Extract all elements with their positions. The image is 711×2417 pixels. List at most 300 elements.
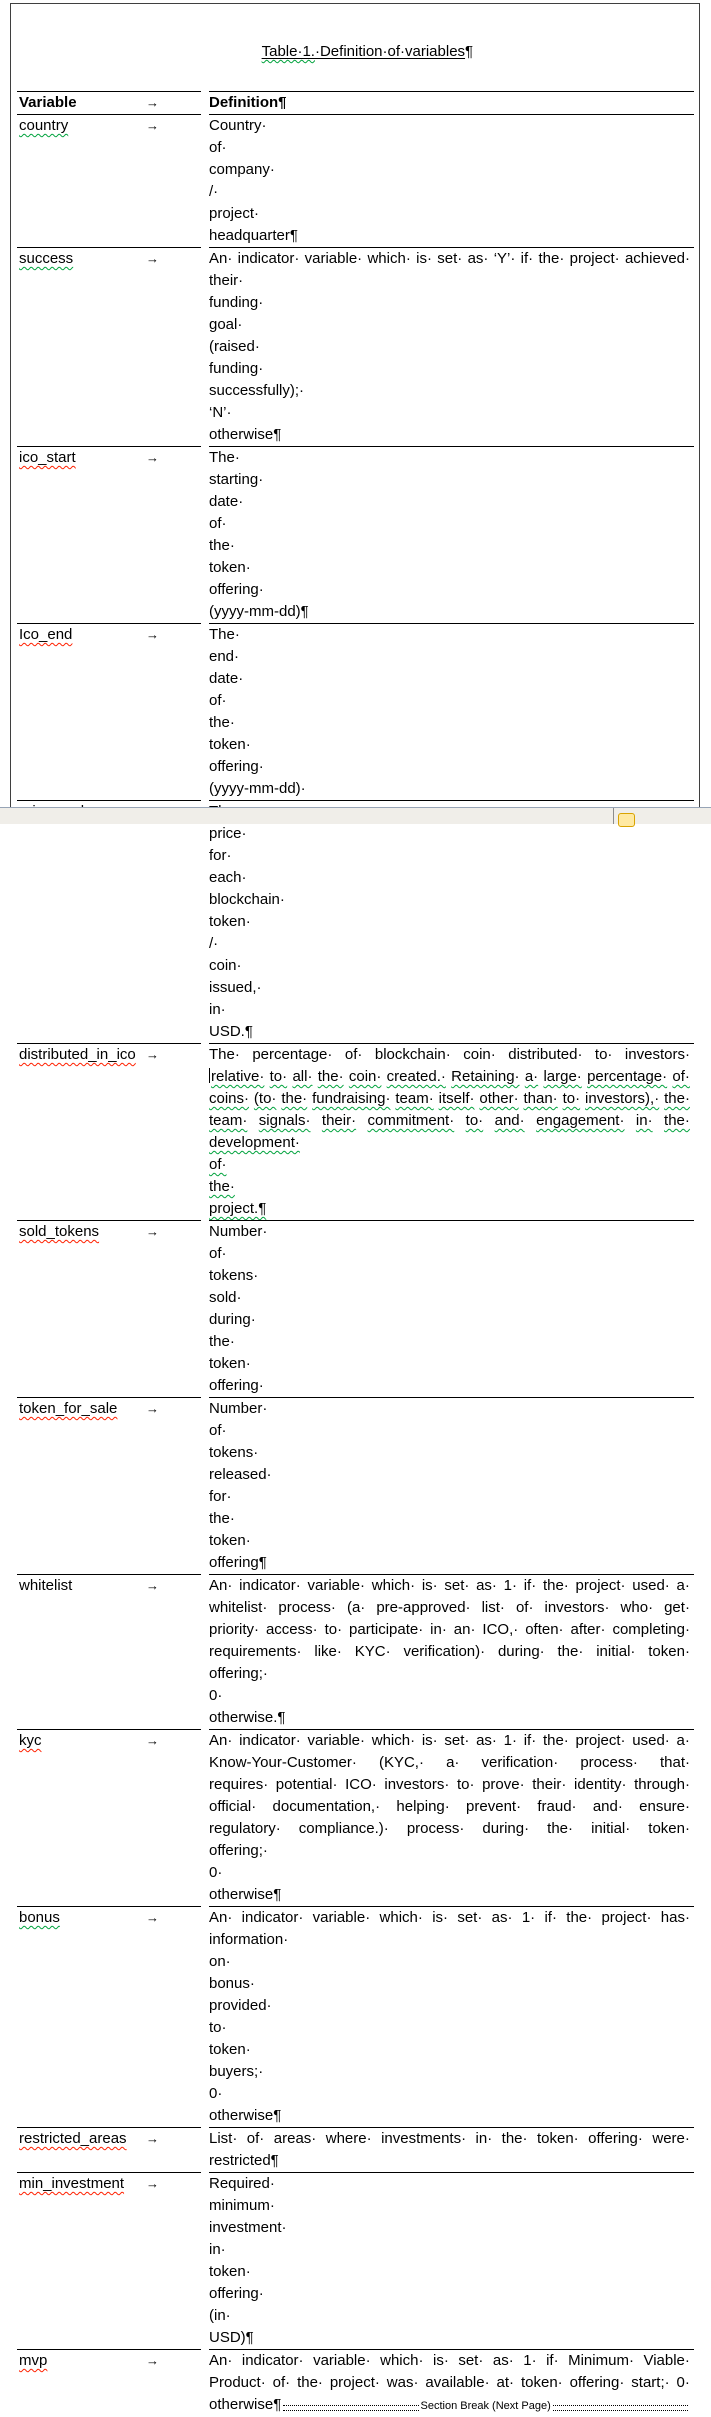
word: available·: [425, 2374, 490, 2391]
word: offering·: [209, 581, 264, 598]
tab-arrow-icon: →: [146, 2176, 159, 2191]
word: An·: [209, 1909, 233, 1926]
word: ICO·: [345, 1776, 377, 1793]
word: set·: [444, 1577, 470, 1594]
word: bonus·: [209, 1975, 255, 1992]
word: of·: [209, 1245, 227, 1262]
definition-line: [209, 2394, 690, 2416]
word: of·: [209, 1156, 227, 1173]
definition-line: [209, 2173, 690, 2349]
variable-name: success: [19, 250, 74, 267]
word: offering·: [209, 2285, 264, 2302]
word: offering·: [209, 758, 264, 775]
word: get·: [664, 1599, 690, 1616]
definition-line: [209, 447, 690, 623]
word: USD.¶: [209, 1023, 253, 1040]
word: 1·: [503, 1732, 517, 1749]
section-break-leader: [283, 2405, 418, 2411]
word: funding·: [209, 294, 264, 311]
word: their·: [209, 272, 244, 289]
word: whitelist·: [209, 1599, 268, 1616]
word: fraud·: [537, 1798, 577, 1815]
word: verification)·: [403, 1643, 486, 1660]
definition-cell: [209, 446, 694, 623]
tab-arrow-icon: →: [146, 2353, 159, 2368]
word: (a·: [346, 1599, 366, 1616]
definition-line: [209, 1663, 690, 1729]
word: verification·: [481, 1754, 559, 1771]
tab-arrow-icon: →: [146, 627, 159, 642]
word: the·: [209, 714, 235, 731]
word: token·: [209, 559, 251, 576]
word: coin·: [209, 957, 242, 974]
word: often·: [525, 1621, 564, 1638]
word: which·: [367, 250, 411, 267]
word: during·: [497, 1643, 545, 1660]
definition-line: [209, 1641, 690, 1663]
scrollbar-divider: [613, 808, 614, 824]
definition-line: [209, 92, 690, 114]
word: which·: [380, 2352, 424, 2369]
tab-arrow-icon: →: [146, 1224, 159, 1239]
word: the·: [209, 1178, 235, 1195]
word: and·: [494, 1112, 525, 1129]
word: as·: [492, 2352, 514, 2369]
word: (yyyy-mm-dd)¶: [209, 603, 309, 620]
definition-cell: [209, 800, 694, 1043]
word: token·: [209, 2041, 251, 2058]
word: if·: [523, 1732, 537, 1749]
word: during·: [209, 1311, 256, 1328]
word: variable·: [307, 1577, 366, 1594]
word: pre-approved·: [376, 1599, 471, 1616]
header-definition-label: Definition¶: [209, 94, 287, 111]
word: if·: [520, 250, 534, 267]
word: as·: [491, 1909, 513, 1926]
table-row: [17, 1574, 694, 1729]
word: process·: [406, 1820, 465, 1837]
tab-arrow-icon: →: [146, 251, 159, 266]
word: /·: [209, 183, 219, 200]
word: token·: [209, 736, 251, 753]
definition-line: [209, 1110, 690, 1132]
definition-line: [209, 1066, 690, 1088]
word: of·: [272, 2374, 291, 2391]
word: regulatory·: [209, 1820, 281, 1837]
word: 0·: [676, 2374, 690, 2391]
word: a·: [446, 1754, 460, 1771]
word: An·: [209, 1577, 233, 1594]
table-row: [17, 247, 694, 446]
word: is·: [432, 1909, 449, 1926]
word: of·: [672, 1068, 690, 1085]
word: a·: [524, 1068, 539, 1085]
variable-cell: [17, 2127, 201, 2172]
word: An·: [209, 1732, 233, 1749]
word: created.·: [386, 1068, 446, 1085]
definition-line: [209, 1774, 690, 1796]
word: requirements·: [209, 1643, 302, 1660]
word: fundraising·: [312, 1090, 391, 1107]
word: offering·: [569, 2374, 625, 2391]
word: project·: [575, 1732, 626, 1749]
word: signals·: [258, 1112, 311, 1129]
definition-cell: [209, 247, 694, 446]
definition-line: [209, 1619, 690, 1641]
definition-line: [209, 248, 690, 270]
word: The·: [209, 449, 240, 466]
word: initial·: [596, 1643, 636, 1660]
word: to·: [465, 1112, 484, 1129]
word: (to·: [253, 1090, 277, 1107]
variable-cell: [17, 1043, 201, 1220]
word: provided·: [209, 1997, 272, 2014]
word: for·: [209, 847, 232, 864]
word: starting·: [209, 471, 264, 488]
word: helping·: [396, 1798, 450, 1815]
table-row: [17, 1397, 694, 1574]
word: process·: [278, 1599, 336, 1616]
word: Viable·: [643, 2352, 690, 2369]
word: prove·: [482, 1776, 525, 1793]
word: KYC·: [354, 1643, 391, 1660]
definition-cell: [209, 1043, 694, 1220]
definition-line: [209, 1840, 690, 1906]
word: documentation,·: [272, 1798, 381, 1815]
word: indicator·: [239, 1732, 301, 1749]
tab-arrow-icon: →: [146, 2131, 159, 2146]
word: buyers;·: [209, 2063, 264, 2080]
word: project·: [209, 205, 260, 222]
word: team·: [395, 1090, 434, 1107]
word: set·: [444, 1732, 470, 1749]
word: coin·: [463, 1046, 496, 1063]
word: 0·: [209, 2085, 223, 2102]
word: tokens·: [209, 1267, 259, 1284]
word: variable·: [312, 1909, 371, 1926]
word: to·: [562, 1090, 581, 1107]
word: (yyyy-mm-dd)·: [209, 780, 306, 797]
caption-spellcheck-segment: Table·1.: [261, 43, 315, 60]
definition-line: [209, 1818, 690, 1840]
word: in·: [430, 1621, 447, 1638]
word: compliance.)·: [298, 1820, 389, 1837]
word: (raised·: [209, 338, 260, 355]
word: (KYC,·: [378, 1754, 424, 1771]
section-break-label: Section Break (Next Page): [420, 2400, 551, 2412]
browse-object-icon[interactable]: [618, 813, 635, 827]
definition-cell: [209, 1220, 694, 1397]
word: /·: [209, 935, 219, 952]
word: price·: [209, 825, 247, 842]
word: investments·: [381, 2130, 467, 2147]
word: used·: [632, 1732, 670, 1749]
word: used·: [632, 1577, 670, 1594]
caption-underlined-text: [262, 43, 465, 60]
word: to·: [324, 1621, 343, 1638]
caption-text: ·Definition·of·variables: [314, 43, 466, 60]
word: 0·: [209, 1687, 223, 1704]
word: 1·: [521, 1909, 536, 1926]
word: offering·: [588, 2130, 643, 2147]
word: set·: [458, 2352, 484, 2369]
word: of·: [209, 692, 227, 709]
word: if·: [523, 1577, 537, 1594]
word: to·: [209, 2019, 227, 2036]
word: percentage·: [252, 1046, 333, 1063]
word: in·: [209, 1001, 226, 1018]
word: the·: [501, 2130, 528, 2147]
variable-name: restricted_areas: [19, 2130, 127, 2147]
table-row: [17, 800, 694, 1043]
word: if·: [544, 1909, 557, 1926]
tab-arrow-icon: →: [146, 1401, 159, 1416]
definition-line: [209, 2372, 690, 2394]
word: issued,·: [209, 979, 262, 996]
section-break-leader: [553, 2405, 688, 2411]
definition-line: [209, 1929, 690, 2127]
word: prevent·: [466, 1798, 522, 1815]
definition-cell: [209, 1729, 694, 1906]
word: investors·: [624, 1046, 690, 1063]
word: Know-Your-Customer·: [209, 1754, 357, 1771]
word: List·: [209, 2130, 238, 2147]
word: large·: [543, 1068, 582, 1085]
table-row: [17, 1220, 694, 1397]
definition-line: [209, 2128, 690, 2150]
word: offering;·: [209, 1842, 268, 1859]
definition-cell: [209, 1574, 694, 1729]
word: the·: [664, 1090, 690, 1107]
word: access·: [265, 1621, 318, 1638]
definition-cell: [209, 1397, 694, 1574]
word: information·: [209, 1931, 289, 1948]
tab-arrow-icon: →: [146, 118, 159, 133]
word: the·: [542, 1732, 569, 1749]
word: Number·: [209, 1400, 268, 1417]
variable-name: distributed_in_ico: [19, 1046, 136, 1063]
word: to·: [269, 1068, 288, 1085]
word: were·: [652, 2130, 690, 2147]
variable-cell: [17, 1220, 201, 1397]
word: to·: [456, 1776, 475, 1793]
tab-arrow-icon: →: [146, 1047, 159, 1062]
word: end·: [209, 648, 240, 665]
word: Number·: [209, 1223, 268, 1240]
word: set·: [457, 1909, 483, 1926]
word: token·: [648, 1643, 690, 1660]
variable-cell: [17, 1574, 201, 1729]
word: areas·: [273, 2130, 317, 2147]
word: offering·: [209, 1377, 264, 1394]
word: otherwise¶: [209, 2107, 282, 2124]
table-row: [17, 446, 694, 623]
word: Retaining·: [451, 1068, 520, 1085]
word: which·: [371, 1732, 416, 1749]
word: the·: [209, 1333, 235, 1350]
variable-cell: [17, 1729, 201, 1906]
word: otherwise.¶: [209, 1709, 286, 1726]
word: like·: [314, 1643, 342, 1660]
word: during·: [482, 1820, 530, 1837]
word: Required·: [209, 2175, 275, 2192]
word: project·: [575, 1577, 626, 1594]
word: in·: [209, 2241, 226, 2258]
word: requires·: [209, 1776, 269, 1793]
word: 0·: [209, 1864, 223, 1881]
tab-arrow-icon: →: [146, 450, 159, 465]
word: completing·: [612, 1621, 690, 1638]
variable-name: country: [19, 117, 69, 134]
definition-line: [209, 115, 690, 247]
word: is·: [421, 1732, 438, 1749]
word: offering;·: [209, 1665, 268, 1682]
word: USD)¶: [209, 2329, 254, 2346]
word: their·: [532, 1776, 567, 1793]
variable-cell: [17, 446, 201, 623]
word: The·: [209, 1046, 240, 1063]
word: blockchain·: [374, 1046, 451, 1063]
word: indicator·: [241, 2352, 304, 2369]
variable-cell: [17, 1397, 201, 1574]
word: token·: [520, 2374, 563, 2391]
word: the·: [538, 250, 565, 267]
word: project.¶: [209, 1200, 267, 1217]
word: successfully);·: [209, 382, 305, 399]
word: is·: [416, 250, 432, 267]
word: goal·: [209, 316, 243, 333]
variable-name: bonus: [19, 1909, 60, 1926]
word: the·: [566, 1909, 593, 1926]
variable-cell: [17, 247, 201, 446]
word: 1·: [523, 2352, 537, 2369]
tab-arrow-icon: →: [146, 95, 159, 110]
variable-name: kyc: [19, 1732, 42, 1749]
definition-line: [209, 1796, 690, 1818]
word: an·: [453, 1621, 476, 1638]
word: the·: [281, 1090, 308, 1107]
word: ensure·: [639, 1798, 690, 1815]
definition-line: [209, 1221, 690, 1397]
word: blockchain·: [209, 891, 285, 908]
word: investment·: [209, 2219, 287, 2236]
definition-cell: [209, 2127, 694, 2172]
word: is·: [421, 1577, 438, 1594]
table-caption: [11, 16, 699, 88]
table-row: [17, 114, 694, 247]
word: of·: [209, 1422, 227, 1439]
horizontal-scrollbar[interactable]: [0, 807, 711, 824]
word: The·: [209, 626, 240, 643]
text-cursor: [209, 1068, 210, 1083]
definition-line: [209, 1132, 690, 1220]
table-header-row: [17, 91, 694, 114]
word: which·: [379, 1909, 423, 1926]
definition-line: [209, 1730, 690, 1752]
table-row: [17, 1906, 694, 2127]
word: investors),·: [585, 1090, 660, 1107]
header-variable-label: Variable: [19, 94, 77, 111]
word: token·: [209, 913, 251, 930]
word: process·: [580, 1754, 638, 1771]
header-variable-cell: [17, 91, 201, 114]
definition-line: [209, 1907, 690, 1929]
variable-name: whitelist: [19, 1577, 73, 1594]
word: team·: [209, 1112, 248, 1129]
word: minimum·: [209, 2197, 275, 2214]
word: token·: [536, 2130, 579, 2147]
word: to·: [594, 1046, 613, 1063]
word: project·: [329, 2374, 380, 2391]
definition-line: [209, 1597, 690, 1619]
word: ICO,·: [482, 1621, 519, 1638]
table-row: [17, 2349, 694, 2416]
word: company·: [209, 161, 275, 178]
variable-cell: [17, 114, 201, 247]
variable-cell: [17, 2172, 201, 2349]
word: set·: [437, 250, 463, 267]
tab-arrow-icon: →: [146, 1578, 159, 1593]
word: the·: [297, 2374, 323, 2391]
word: priority·: [209, 1621, 260, 1638]
word: was·: [386, 2374, 419, 2391]
word: in·: [475, 2130, 493, 2147]
word: Country·: [209, 117, 267, 134]
word: relative·: [211, 1068, 265, 1085]
word: Product·: [209, 2374, 266, 2391]
word: initial·: [591, 1820, 631, 1837]
table-row: [17, 2172, 694, 2349]
word: An·: [209, 2352, 233, 2369]
table-row: [17, 623, 694, 800]
word: achieved·: [624, 250, 690, 267]
word: where·: [325, 2130, 372, 2147]
word: otherwise¶: [209, 2396, 282, 2413]
word: date·: [209, 670, 244, 687]
word: start;·: [631, 2374, 670, 2391]
word: after·: [570, 1621, 606, 1638]
word: through·: [634, 1776, 690, 1793]
word: ‘N’·: [209, 404, 232, 421]
word: coin·: [348, 1068, 382, 1085]
word: otherwise¶: [209, 426, 282, 443]
word: project·: [601, 1909, 652, 1926]
tab-arrow-icon: →: [146, 1733, 159, 1748]
word: Minimum·: [568, 2352, 634, 2369]
definition-line: [209, 1752, 690, 1774]
definition-cell: [209, 114, 694, 247]
word: of·: [209, 139, 227, 156]
word: token·: [209, 2263, 251, 2280]
word: at·: [496, 2374, 515, 2391]
variable-cell: [17, 800, 201, 1043]
definition-line: [209, 270, 690, 446]
definition-line: [209, 1575, 690, 1597]
variable-name: ico_start: [19, 449, 76, 466]
variable-name: Ico_end: [19, 626, 73, 643]
word: the·: [547, 1820, 574, 1837]
word: variable·: [307, 1732, 366, 1749]
variable-cell: [17, 2349, 201, 2416]
definition-cell: [209, 1906, 694, 2127]
word: of·: [209, 515, 227, 532]
word: a·: [676, 1732, 690, 1749]
word: a·: [676, 1577, 690, 1594]
word: token·: [648, 1820, 690, 1837]
word: on·: [209, 1953, 231, 1970]
definition-line: [209, 624, 690, 800]
definition-line: [209, 801, 690, 1043]
